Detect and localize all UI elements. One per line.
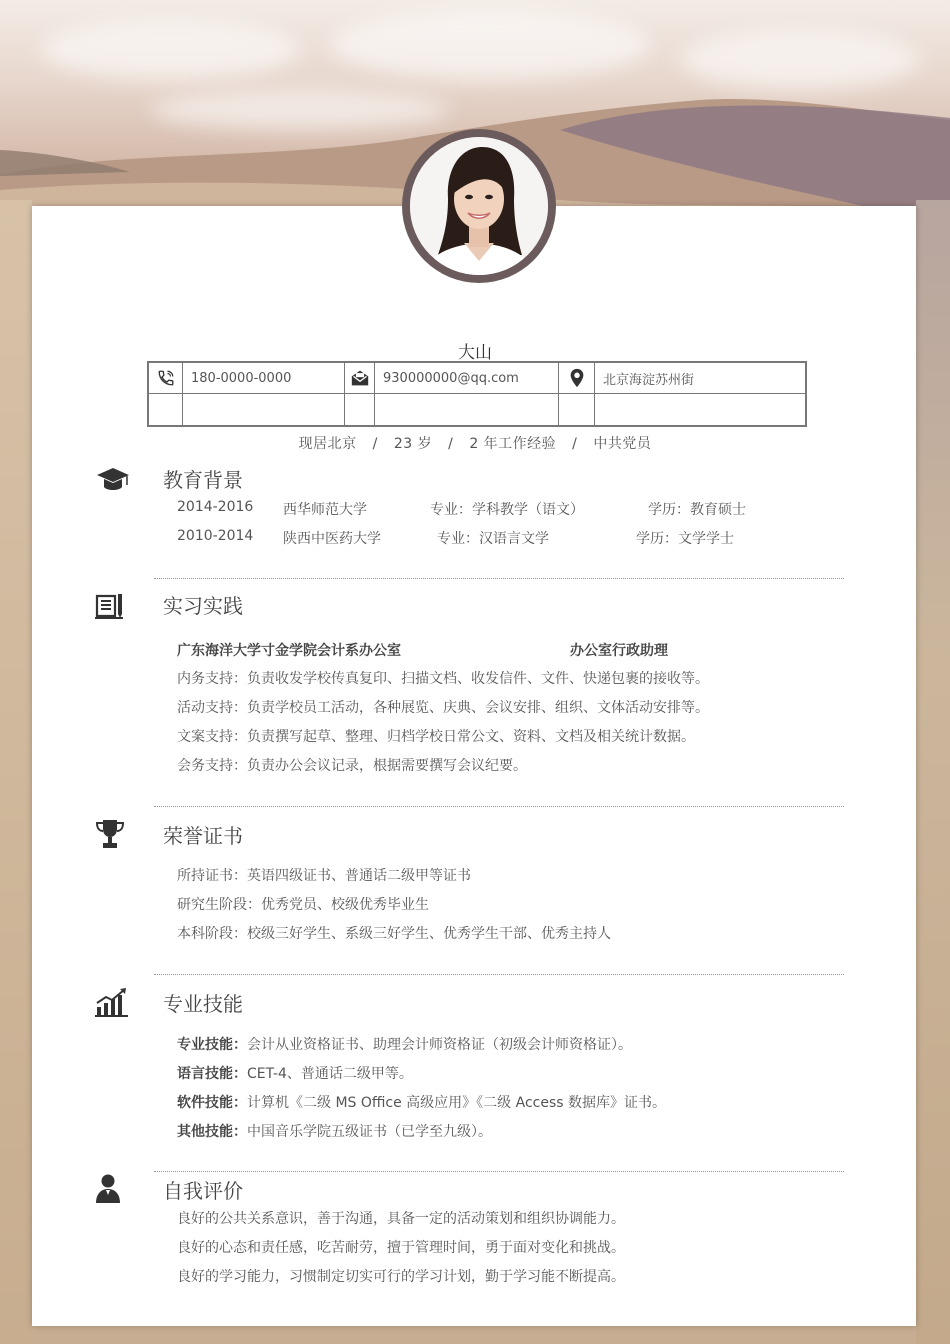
education-degree: 学历：教育硕士 xyxy=(648,502,746,518)
contact-cell-empty xyxy=(345,394,375,425)
info-political: 中共党员 xyxy=(593,436,652,452)
basic-info-line xyxy=(0,433,950,453)
info-separator: / xyxy=(572,436,578,452)
person-name: 大山 xyxy=(458,343,492,363)
contact-cell-empty xyxy=(183,394,345,425)
section-divider xyxy=(154,578,844,579)
skill-label: 语言技能： xyxy=(177,1066,247,1082)
list-item: 良好的学习能力，习惯制定切实可行的学习计划，勤于学习能不断提高。 xyxy=(177,1269,625,1285)
info-age: 23 岁 xyxy=(393,436,433,452)
self-evaluation-list xyxy=(177,1205,625,1292)
info-experience: 2 年工作经验 xyxy=(469,436,557,452)
background-edge-left xyxy=(0,200,32,1344)
list-item xyxy=(177,1089,666,1118)
bar-chart-growth-icon xyxy=(94,985,130,1021)
phone-icon xyxy=(149,363,183,394)
notebook-icon xyxy=(93,588,129,624)
skill-text: CET-4、普通话二级甲等。 xyxy=(247,1066,413,1082)
education-major: 专业：学科教学（语文） xyxy=(430,502,584,518)
skill-text: 中国音乐学院五级证书（已学至九级）。 xyxy=(247,1124,492,1140)
list-item xyxy=(177,1031,666,1060)
background-edge-right xyxy=(916,200,950,1344)
section-title-education: 教育背景 xyxy=(163,468,243,492)
trophy-icon xyxy=(93,817,129,853)
section-divider xyxy=(154,974,844,975)
section-title-honors: 荣誉证书 xyxy=(163,824,243,848)
section-divider xyxy=(154,806,844,807)
list-item: 本科阶段：校级三好学生、系级三好学生、优秀学生干部、优秀主持人 xyxy=(177,926,611,942)
contact-table xyxy=(147,361,807,427)
skill-label: 专业技能： xyxy=(177,1037,247,1053)
list-item: 活动支持：负责学校员工活动，各种展览、庆典、会议安排、组织、文体活动安排等。 xyxy=(177,700,709,716)
section-title-self: 自我评价 xyxy=(163,1179,243,1203)
skills-list xyxy=(177,1031,666,1147)
person-icon xyxy=(93,1172,129,1208)
list-item: 良好的公共关系意识，善于沟通，具备一定的活动策划和组织协调能力。 xyxy=(177,1211,625,1227)
mail-icon xyxy=(345,363,375,394)
list-item xyxy=(177,1118,666,1147)
list-item: 内务支持：负责收发学校传真复印、扫描文档、收发信件、文件、快递包裹的接收等。 xyxy=(177,671,709,687)
contact-cell-empty xyxy=(559,394,595,425)
education-school: 陕西中医药大学 xyxy=(283,531,381,547)
skill-text: 计算机《二级 MS Office 高级应用》《二级 Access 数据库》证书。 xyxy=(247,1095,667,1111)
list-item: 良好的心态和责任感，吃苦耐劳，擅于管理时间，勇于面对变化和挑战。 xyxy=(177,1240,625,1256)
education-major: 专业：汉语言文学 xyxy=(437,531,549,547)
skill-text: 会计从业资格证书、助理会计师资格证（初级会计师资格证）。 xyxy=(247,1037,632,1053)
practice-role: 办公室行政助理 xyxy=(570,643,668,659)
list-item xyxy=(177,1060,666,1089)
skill-label: 其他技能： xyxy=(177,1124,247,1140)
section-divider xyxy=(154,1171,844,1172)
practice-organization: 广东海洋大学寸金学院会计系办公室 xyxy=(177,643,401,659)
list-item: 研究生阶段：优秀党员、校级优秀毕业生 xyxy=(177,897,429,913)
education-school: 西华师范大学 xyxy=(283,502,367,518)
address-value: 北京海淀苏州街 xyxy=(595,363,805,394)
location-pin-icon xyxy=(559,363,595,394)
practice-list xyxy=(177,665,709,781)
contact-cell-empty xyxy=(375,394,559,425)
section-title-practice: 实习实践 xyxy=(163,594,243,618)
info-location: 现居北京 xyxy=(298,436,357,452)
email-value: 930000000@qq.com xyxy=(375,363,559,394)
info-separator: / xyxy=(448,436,454,452)
list-item: 文案支持：负责撰写起草、整理、归档学校日常公文、资料、文档及相关统计数据。 xyxy=(177,729,695,745)
contact-cell-empty xyxy=(595,394,805,425)
list-item: 会务支持：负责办公会议记录，根据需要撰写会议纪要。 xyxy=(177,758,527,774)
avatar xyxy=(410,137,548,275)
list-item: 所持证书：英语四级证书、普通话二级甲等证书 xyxy=(177,868,471,884)
graduation-cap-icon xyxy=(95,462,131,498)
education-period: 2014-2016 xyxy=(177,499,254,515)
section-title-skills: 专业技能 xyxy=(163,992,243,1016)
honors-list xyxy=(177,862,611,949)
education-degree: 学历：文学学士 xyxy=(636,531,734,547)
contact-cell-empty xyxy=(149,394,183,425)
info-separator: / xyxy=(372,436,378,452)
skill-label: 软件技能： xyxy=(177,1095,247,1111)
phone-value: 180-0000-0000 xyxy=(183,363,345,394)
education-period: 2010-2014 xyxy=(177,528,254,544)
